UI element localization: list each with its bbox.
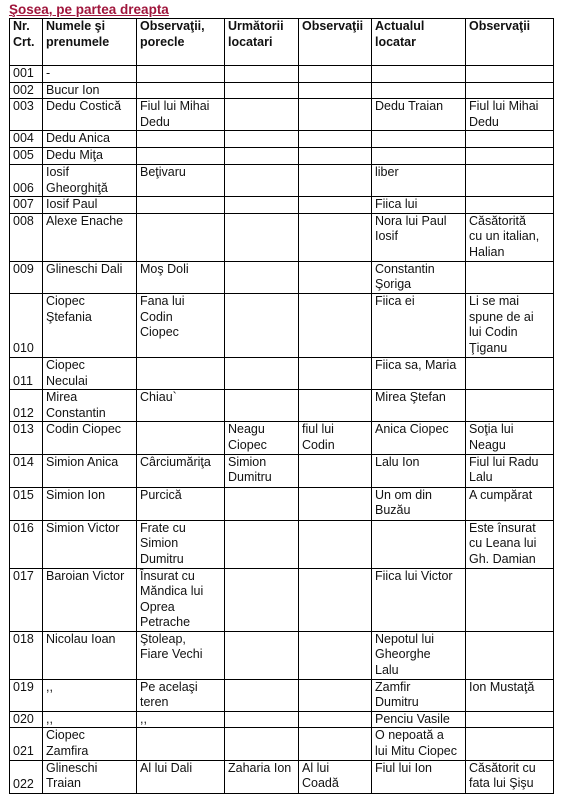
notes-cell <box>299 164 372 196</box>
name-cell: - <box>43 66 137 83</box>
name-cell: Nicolau Ioan <box>43 631 137 679</box>
next-tenants-cell <box>225 148 299 165</box>
notes-cell <box>299 148 372 165</box>
table-row <box>10 164 554 196</box>
name-cell: ,, <box>43 711 137 728</box>
table-body <box>10 66 554 794</box>
nickname-cell: Fiul lui Mihai Dedu <box>137 99 225 131</box>
next-tenants-cell <box>225 728 299 760</box>
current-notes-cell: Căsătorit cu fata lui Şişu <box>466 760 554 793</box>
current-tenant-cell: Dedu Traian <box>372 99 466 131</box>
residents-table <box>9 18 554 794</box>
table-header-row <box>10 19 554 66</box>
current-notes-cell: Fiul lui Radu Lalu <box>466 454 554 487</box>
current-tenant-cell: O nepoată a lui Mitu Ciopec <box>372 728 466 760</box>
next-tenants-cell: Zaharia Ion <box>225 760 299 793</box>
notes-cell <box>299 728 372 760</box>
current-tenant-cell: liber <box>372 164 466 196</box>
name-cell: Ciopec Neculai <box>43 357 137 389</box>
notes-cell <box>299 631 372 679</box>
nickname-cell <box>137 357 225 389</box>
notes-cell <box>299 390 372 422</box>
notes-cell <box>299 679 372 711</box>
current-notes-cell <box>466 261 554 293</box>
nr-cell: 007 <box>10 197 43 214</box>
table-row <box>10 422 554 454</box>
current-notes-cell: Căsătorită cu un italian, Halian <box>466 213 554 261</box>
table-row <box>10 679 554 711</box>
current-tenant-cell: Fiica lui Victor <box>372 568 466 631</box>
current-notes-cell <box>466 66 554 83</box>
name-cell: Simion Ion <box>43 487 137 520</box>
name-cell: Codin Ciopec <box>43 422 137 454</box>
notes-cell <box>299 82 372 99</box>
next-tenants-cell <box>225 197 299 214</box>
current-notes-cell <box>466 164 554 196</box>
table-row <box>10 66 554 83</box>
next-tenants-cell <box>225 520 299 568</box>
current-notes-cell: Ion Mustaţă <box>466 679 554 711</box>
current-notes-cell: Soţia lui Neagu <box>466 422 554 454</box>
nr-cell: 014 <box>10 454 43 487</box>
current-tenant-cell: Nora lui Paul Iosif <box>372 213 466 261</box>
next-tenants-cell <box>225 82 299 99</box>
current-tenant-cell: Fiica sa, Maria <box>372 357 466 389</box>
table-row <box>10 213 554 261</box>
current-notes-cell: Fiul lui Mihai Dedu <box>466 99 554 131</box>
name-cell: Mirea Constantin <box>43 390 137 422</box>
nr-cell: 001 <box>10 66 43 83</box>
current-tenant-cell: Fiul lui Ion <box>372 760 466 793</box>
current-tenant-cell <box>372 66 466 83</box>
notes-cell <box>299 99 372 131</box>
nr-cell: 003 <box>10 99 43 131</box>
current-tenant-cell: Lalu Ion <box>372 454 466 487</box>
next-tenants-cell <box>225 711 299 728</box>
nickname-cell <box>137 422 225 454</box>
table-row <box>10 487 554 520</box>
next-tenants-cell <box>225 293 299 357</box>
current-notes-cell <box>466 711 554 728</box>
notes-cell <box>299 711 372 728</box>
nr-cell: 010 <box>10 293 43 357</box>
nr-cell: 004 <box>10 131 43 148</box>
nickname-cell: Chiau` <box>137 390 225 422</box>
nr-cell: 022 <box>10 760 43 793</box>
current-tenant-cell <box>372 520 466 568</box>
current-tenant-cell: Constantin Şoriga <box>372 261 466 293</box>
current-notes-cell <box>466 728 554 760</box>
nickname-cell <box>137 131 225 148</box>
next-tenants-cell <box>225 164 299 196</box>
name-cell: Dedu Anica <box>43 131 137 148</box>
nickname-cell: Însurat cu Măndica lui Oprea Petrache <box>137 568 225 631</box>
nickname-cell: Frate cu Simion Dumitru <box>137 520 225 568</box>
nickname-cell: Moş Doli <box>137 261 225 293</box>
next-tenants-cell <box>225 213 299 261</box>
current-tenant-cell: Fiica lui <box>372 197 466 214</box>
current-tenant-cell: Nepotul lui Gheorghe Lalu <box>372 631 466 679</box>
name-cell: ,, <box>43 679 137 711</box>
table-row <box>10 711 554 728</box>
nr-cell: 008 <box>10 213 43 261</box>
nr-cell: 017 <box>10 568 43 631</box>
notes-cell <box>299 520 372 568</box>
current-notes-cell <box>466 568 554 631</box>
header-notes: Observaţii <box>299 19 372 66</box>
name-cell: Simion Anica <box>43 454 137 487</box>
current-tenant-cell: Fiica ei <box>372 293 466 357</box>
current-notes-cell <box>466 357 554 389</box>
next-tenants-cell <box>225 357 299 389</box>
nickname-cell <box>137 82 225 99</box>
table-row <box>10 390 554 422</box>
header-next-tenants: Următorii locatari <box>225 19 299 66</box>
current-tenant-cell <box>372 82 466 99</box>
next-tenants-cell <box>225 487 299 520</box>
nickname-cell <box>137 197 225 214</box>
table-row <box>10 131 554 148</box>
table-row <box>10 631 554 679</box>
nr-cell: 018 <box>10 631 43 679</box>
name-cell: Alexe Enache <box>43 213 137 261</box>
current-tenant-cell: Mirea Ştefan <box>372 390 466 422</box>
page-title: Şosea, pe partea dreapta <box>9 2 169 17</box>
nr-cell: 013 <box>10 422 43 454</box>
current-notes-cell: A cumpărat <box>466 487 554 520</box>
current-tenant-cell: Anica Ciopec <box>372 422 466 454</box>
next-tenants-cell <box>225 390 299 422</box>
current-notes-cell <box>466 197 554 214</box>
next-tenants-cell <box>225 131 299 148</box>
name-cell: Baroian Victor <box>43 568 137 631</box>
nickname-cell <box>137 213 225 261</box>
current-notes-cell: Este însurat cu Leana lui Gh. Damian <box>466 520 554 568</box>
name-cell: Glineschi Dali <box>43 261 137 293</box>
nickname-cell <box>137 66 225 83</box>
notes-cell <box>299 131 372 148</box>
notes-cell: fiul lui Codin <box>299 422 372 454</box>
nickname-cell <box>137 148 225 165</box>
table-row <box>10 293 554 357</box>
current-tenant-cell: Zamfir Dumitru <box>372 679 466 711</box>
table-row <box>10 454 554 487</box>
nr-cell: 005 <box>10 148 43 165</box>
nickname-cell: Fana lui Codin Ciopec <box>137 293 225 357</box>
notes-cell <box>299 454 372 487</box>
notes-cell <box>299 66 372 83</box>
notes-cell <box>299 293 372 357</box>
name-cell: Dedu Miţa <box>43 148 137 165</box>
nickname-cell: Purcică <box>137 487 225 520</box>
current-tenant-cell: Penciu Vasile <box>372 711 466 728</box>
nickname-cell <box>137 728 225 760</box>
current-tenant-cell <box>372 148 466 165</box>
nickname-cell: Al lui Dali <box>137 760 225 793</box>
notes-cell <box>299 487 372 520</box>
current-notes-cell: Li se mai spune de ai lui Codin Ţiganu <box>466 293 554 357</box>
table-row <box>10 520 554 568</box>
table-row <box>10 357 554 389</box>
header-current-notes: Observaţii <box>466 19 554 66</box>
nr-cell: 020 <box>10 711 43 728</box>
nr-cell: 011 <box>10 357 43 389</box>
table-row <box>10 760 554 793</box>
current-notes-cell <box>466 131 554 148</box>
next-tenants-cell <box>225 679 299 711</box>
next-tenants-cell <box>225 631 299 679</box>
notes-cell <box>299 357 372 389</box>
current-notes-cell <box>466 390 554 422</box>
name-cell: Bucur Ion <box>43 82 137 99</box>
current-tenant-cell <box>372 131 466 148</box>
nr-cell: 016 <box>10 520 43 568</box>
nr-cell: 012 <box>10 390 43 422</box>
header-nr: Nr. Crt. <box>10 19 43 66</box>
table-row <box>10 728 554 760</box>
header-name: Numele şi prenumele <box>43 19 137 66</box>
current-notes-cell <box>466 631 554 679</box>
name-cell: Glineschi Traian <box>43 760 137 793</box>
notes-cell <box>299 568 372 631</box>
notes-cell <box>299 197 372 214</box>
current-tenant-cell: Un om din Buzău <box>372 487 466 520</box>
header-current-tenant: Actualul locatar <box>372 19 466 66</box>
nr-cell: 006 <box>10 164 43 196</box>
nickname-cell: ,, <box>137 711 225 728</box>
next-tenants-cell: Neagu Ciopec <box>225 422 299 454</box>
table-row <box>10 99 554 131</box>
notes-cell: Al lui Coadă <box>299 760 372 793</box>
nr-cell: 015 <box>10 487 43 520</box>
next-tenants-cell: Simion Dumitru <box>225 454 299 487</box>
table-row <box>10 261 554 293</box>
nr-cell: 002 <box>10 82 43 99</box>
nickname-cell: Ştoleap, Fiare Vechi <box>137 631 225 679</box>
notes-cell <box>299 261 372 293</box>
nr-cell: 019 <box>10 679 43 711</box>
nickname-cell: Beţivaru <box>137 164 225 196</box>
name-cell: Iosif Gheorghiţă <box>43 164 137 196</box>
header-nicknames: Observaţii, porecle <box>137 19 225 66</box>
next-tenants-cell <box>225 66 299 83</box>
table-row <box>10 148 554 165</box>
name-cell: Ciopec Zamfira <box>43 728 137 760</box>
current-notes-cell <box>466 148 554 165</box>
name-cell: Simion Victor <box>43 520 137 568</box>
nr-cell: 021 <box>10 728 43 760</box>
nr-cell: 009 <box>10 261 43 293</box>
next-tenants-cell <box>225 261 299 293</box>
current-notes-cell <box>466 82 554 99</box>
next-tenants-cell <box>225 568 299 631</box>
next-tenants-cell <box>225 99 299 131</box>
notes-cell <box>299 213 372 261</box>
nickname-cell: Cârciumăriţa <box>137 454 225 487</box>
name-cell: Ciopec Ştefania <box>43 293 137 357</box>
table-row <box>10 568 554 631</box>
name-cell: Iosif Paul <box>43 197 137 214</box>
table-row <box>10 197 554 214</box>
name-cell: Dedu Costică <box>43 99 137 131</box>
table-row <box>10 82 554 99</box>
nickname-cell: Pe acelaşi teren <box>137 679 225 711</box>
